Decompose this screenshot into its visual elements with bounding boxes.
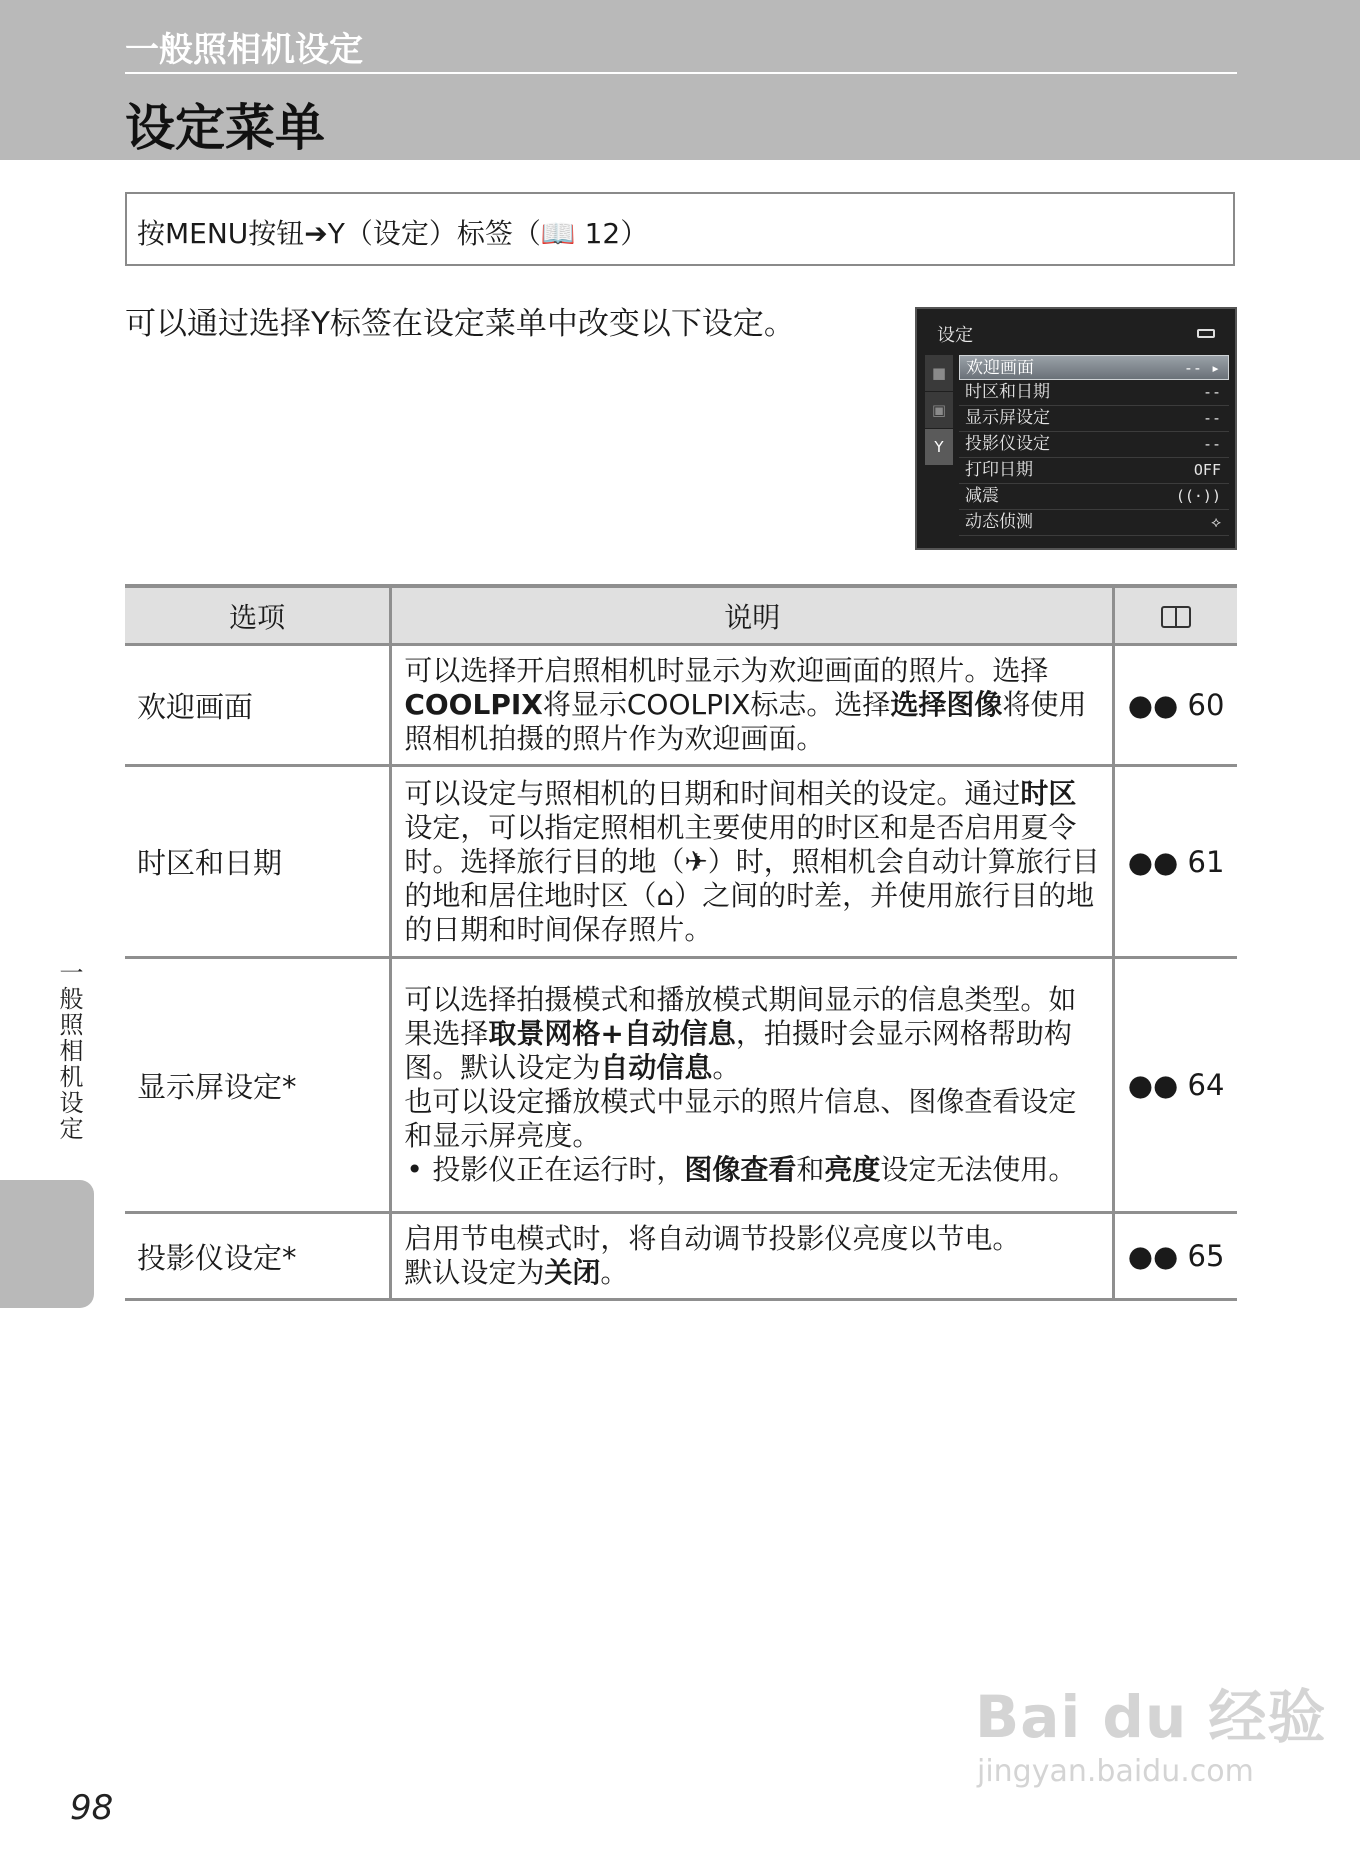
desc-text: 设定，可以指定照相机主要使用的时区和是否启用夏令时。选择旅行目的地（✈）时，照相机会自动计算旅行目的地和居住地时区（⌂）之间的时差，并使用旅行目的地的日期和时间保存照片。	[404, 810, 1100, 946]
book-icon	[1161, 606, 1191, 628]
desc-bold: 取景网格+自动信息	[488, 1017, 736, 1050]
reference-page-number: 64	[1187, 1068, 1225, 1102]
table-row	[125, 766, 1237, 958]
option-name: 投影仪设定*	[125, 1213, 391, 1300]
lcd-tab-column	[925, 355, 953, 466]
watermark-logo	[975, 1670, 1326, 1789]
camera-icon: ■	[925, 355, 953, 391]
binoculars-icon: ●●	[1127, 844, 1179, 879]
desc-bold: 时区	[1020, 776, 1077, 810]
lcd-menu-item	[959, 510, 1229, 536]
reference-page-number: 60	[1187, 688, 1225, 722]
desc-paragraph	[404, 1256, 1100, 1290]
table-row	[125, 1213, 1237, 1300]
desc-text: 将使用照相机拍摄的照片作为欢迎画面。	[404, 688, 1087, 755]
binoculars-icon: ●●	[1127, 1239, 1179, 1273]
desc-text: ，拍摄时会显示网格帮助构图。默认设定为	[404, 1017, 1072, 1084]
camera-menu-screenshot	[915, 307, 1237, 550]
lcd-menu-item	[959, 380, 1229, 406]
page-reference	[1114, 1213, 1237, 1300]
navigation-instruction: 按MENU按钮➔Y（设定）标签（📖 12）	[137, 217, 649, 250]
lcd-item-label: 动态侦测	[965, 512, 1033, 532]
desc-text: 。	[600, 1256, 629, 1289]
binoculars-icon: ●●	[1127, 688, 1179, 722]
desc-text: 投影仪正在运行时，	[432, 1153, 685, 1186]
page-number: 98	[70, 1788, 114, 1828]
desc-bold: 自动信息	[600, 1051, 713, 1084]
desc-text: 可以选择开启照相机时显示为欢迎画面的照片。选择	[404, 654, 1049, 687]
table-header-row	[125, 586, 1237, 645]
lcd-item-value: --	[1202, 383, 1221, 401]
lcd-item-label: 打印日期	[965, 460, 1033, 480]
desc-paragraph	[404, 983, 1100, 1085]
desc-bold: 选择图像	[890, 688, 1003, 721]
page-title: 设定菜单	[125, 99, 325, 157]
lcd-menu-list	[959, 355, 1229, 536]
lcd-item-label: 显示屏设定	[965, 408, 1050, 428]
lcd-menu-item	[959, 406, 1229, 432]
lcd-item-label: 欢迎画面	[966, 358, 1034, 378]
lcd-item-value: OFF	[1193, 461, 1221, 479]
reference-page-number: 65	[1187, 1239, 1225, 1273]
desc-bold: 关闭	[544, 1256, 601, 1289]
lcd-menu-item	[959, 458, 1229, 484]
lcd-item-label: 减震	[965, 486, 999, 506]
table-row	[125, 645, 1237, 766]
settings-table	[125, 584, 1237, 1301]
lcd-menu-item	[959, 484, 1229, 510]
page-header	[0, 0, 1360, 160]
desc-text: 将显示COOLPIX标志。选择	[542, 688, 891, 721]
desc-bullet	[404, 1153, 1100, 1187]
table-row	[125, 958, 1237, 1213]
lcd-item-value: --	[1202, 435, 1221, 453]
lcd-item-value: ⟡	[1211, 513, 1221, 531]
desc-text: 和	[796, 1153, 825, 1186]
desc-text: 可以选择拍摄模式和播放模式期间显示的信息类型。如果选择	[404, 983, 1077, 1050]
lcd-item-label: 投影仪设定	[965, 434, 1050, 454]
desc-bold: 图像查看	[684, 1153, 797, 1186]
desc-paragraph: 启用节电模式时，将自动调节投影仪亮度以节电。	[404, 1222, 1021, 1255]
watermark-url: jingyan.baidu.com	[977, 1754, 1254, 1789]
binoculars-icon: ●●	[1127, 1068, 1179, 1102]
lcd-menu-title: 设定	[937, 325, 973, 346]
desc-text: 默认设定为	[404, 1256, 545, 1289]
intro-text: 可以通过选择Y标签在设定菜单中改变以下设定。	[125, 306, 795, 342]
desc-text: 设定无法使用。	[880, 1153, 1077, 1186]
description-column-header: 说明	[391, 586, 1114, 645]
option-name: 时区和日期	[125, 766, 391, 958]
lcd-menu-item	[959, 355, 1229, 380]
desc-paragraph: 也可以设定播放模式中显示的照片信息、图像查看设定和显示屏亮度。	[404, 1085, 1077, 1152]
lcd-item-label: 时区和日期	[965, 382, 1050, 402]
desc-bold: COOLPIX	[404, 688, 543, 721]
option-description	[391, 766, 1114, 958]
reference-page-number: 61	[1187, 844, 1225, 879]
lcd-item-value: --	[1202, 409, 1221, 427]
page-reference	[1114, 645, 1237, 766]
side-chapter-label: 一般照相机设定	[55, 960, 83, 1142]
wrench-icon: Y	[925, 429, 953, 465]
lcd-item-value: ((·))	[1175, 487, 1221, 505]
desc-bold: 亮度	[824, 1153, 881, 1186]
battery-icon	[1197, 329, 1215, 338]
option-description	[391, 645, 1114, 766]
page-reference	[1114, 766, 1237, 958]
navigation-instruction-box	[125, 192, 1235, 266]
side-chapter-tab	[0, 1180, 94, 1308]
option-name: 欢迎画面	[125, 645, 391, 766]
option-column-header: 选项	[125, 586, 391, 645]
header-divider	[125, 72, 1237, 74]
lcd-menu-item	[959, 432, 1229, 458]
watermark-brand: Bai du 经验	[975, 1683, 1327, 1751]
movie-icon: ▣	[925, 392, 953, 428]
option-name: 显示屏设定*	[125, 958, 391, 1213]
option-description	[391, 1213, 1114, 1300]
reference-column-header	[1114, 586, 1237, 645]
section-title: 一般照相机设定	[125, 30, 363, 70]
desc-text: 。	[712, 1051, 741, 1084]
page-reference	[1114, 958, 1237, 1213]
desc-text: 可以设定与照相机的日期和时间相关的设定。通过	[404, 776, 1021, 810]
lcd-item-value: -- ▸	[1183, 359, 1220, 377]
option-description	[391, 958, 1114, 1213]
